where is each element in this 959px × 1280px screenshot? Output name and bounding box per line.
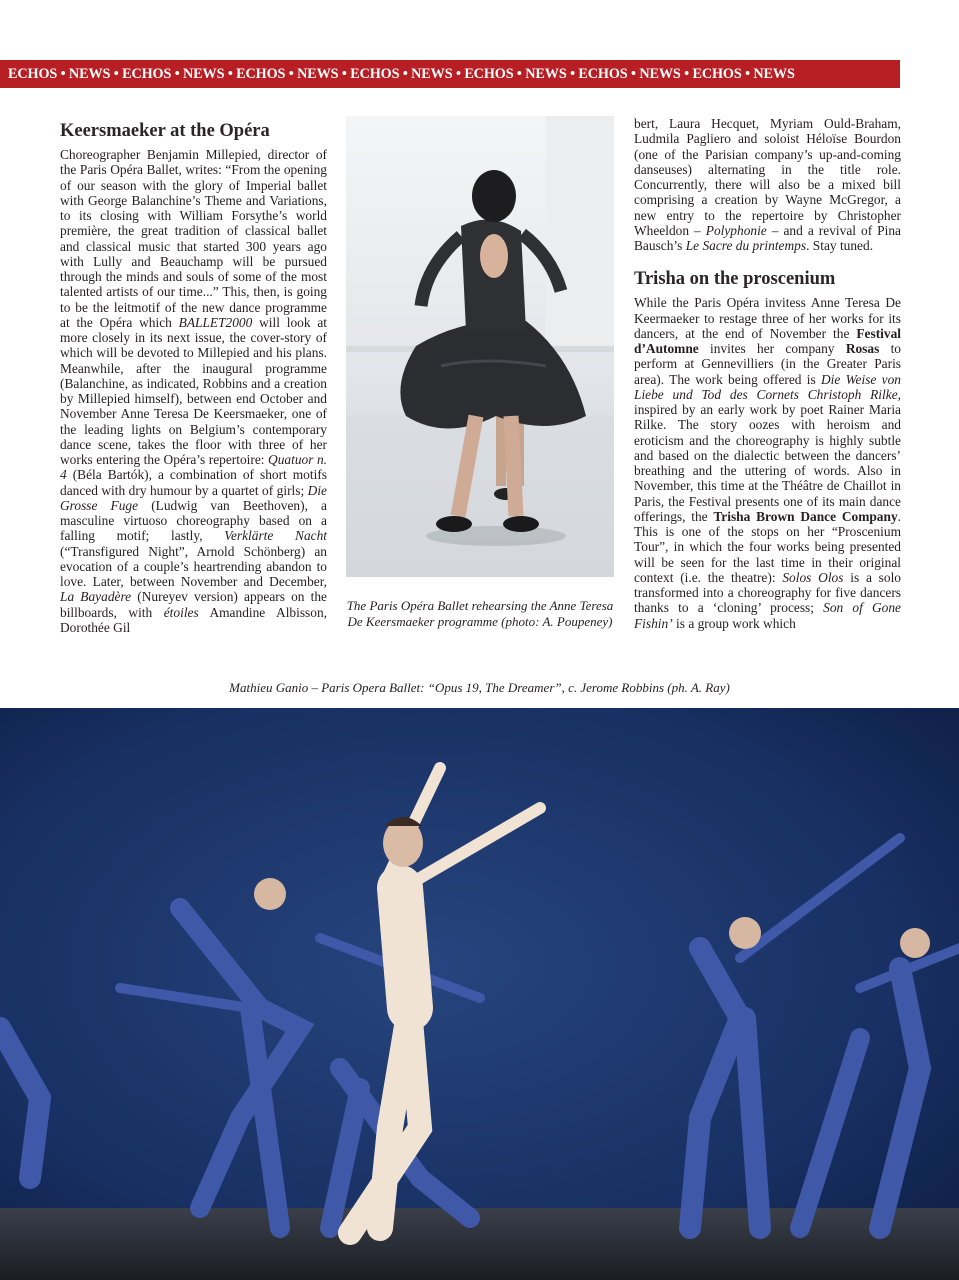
article-body: While the Paris Opéra invitess Anne Teresa De Keermaeker to restage three of her works for its dancers, at the end of November the Festival d’Automne invites her company Rosas to perform at Gennevilliers (in the Greater Paris area). The work being offered is Die Weise von Liebe und Tod des Cornets Christoph Rilke, inspired by an early work by poet Rainer Maria Rilke. The story oozes with heroism and eroticism and the choreography is highly subtle and based on the dialectic between the dancers’ breathing and the uttering of words. Also in November, this time at the Théâtre de Chaillot in Paris, the Festival presents one of its main dance offerings, the Trisha Brown Dance Company. This is one of the stops on her “Proscenium Tour”, in which the four works being presented will be seen for the last time in their original context (i.e. the theatre): Solos Olos is a solo transformed into a choreography for five dancers thanks to a ‘cloning’ process; Son of Gone Fishin’ is a group work which [634,295,902,631]
article-title: Keersmaeker at the Opéra [60,121,270,141]
article-body: Choreographer Benjamin Millepied, director of the Paris Opéra Ballet, writes: “From the opening of our season with the glory of Imperial ballet with George Balanchine’s Theme and Variations, to its closing with William Forsythe’s world première, the great tradition of classical ballet and classical music that started 300 years ago with Lully and Beauchamp will be pursued through the minds and souls of some of the most talented artists of our time...” This, then, is going to be the leitmotif of the new dance programme at the Opéra which BALLET2000 will look at more closely in its next issue, the cover-story of which will be devoted to Millepied and his plans. Meanwhile, after the inaugural programme (Balanchine, as indicated, Robbins and a creation by Millepied himself), between end October and November Anne Teresa De Keersmaeker, one of the leading lights on Belgium’s contemporary dance scene, takes the floor with three of her works entering the Opéra’s repertoire: Quatuor n. 4 (Béla Bartók), a combination of short motifs danced with dry humour by a quartet of girls; Die Grosse Fuge (Ludwig van Beethoven), a masculine virtuoso choreography based on a falling motif; lastly, Verklärte Nacht (“Transfigured Night”, Arnold Schönberg) an evocation of a couple’s heartrending abandon to love. Later, between November and December, La Bayadère (Nureyev version) appears on the billboards, with étoiles Amandine Albisson, Dorothée Gil [60,147,328,635]
article-continuation [634,116,901,253]
photo-caption: The Paris Opéra Ballet rehearsing the Anne Teresa De Keersmaeker programme (photo: A. Poupeney) [346,598,614,629]
rehearsal-photo [346,116,614,577]
article-title: Trisha on the proscenium [634,269,836,290]
article-keersmaeker [60,120,327,635]
section-banner: ECHOS • NEWS • ECHOS • NEWS • ECHOS • NEWS • ECHOS • NEWS • ECHOS • NEWS • ECHOS • NEWS • ECHOS • NEWS [0,60,900,88]
article-body-continued: bert, Laura Hecquet, Myriam Ould-Braham, Ludmila Pagliero and soloist Héloïse Bourdon (one of the Parisian company’s up-and-coming danseuses) alternating in the title role. Concurrently, there will also be a mixed bill comprising a creation by Wayne McGregor, a new entry to the repertoire by Christopher Wheeldon – Polyphonie – and a revival of Pina Bausch’s Le Sacre du printemps. Stay tuned. [634,116,901,253]
ballet-stage-photo [0,708,959,1280]
photo-caption: Mathieu Ganio – Paris Opera Ballet: “Opus 19, The Dreamer”, c. Jerome Robbins (ph. A. Ray) [229,680,730,695]
article-trisha [634,116,901,631]
